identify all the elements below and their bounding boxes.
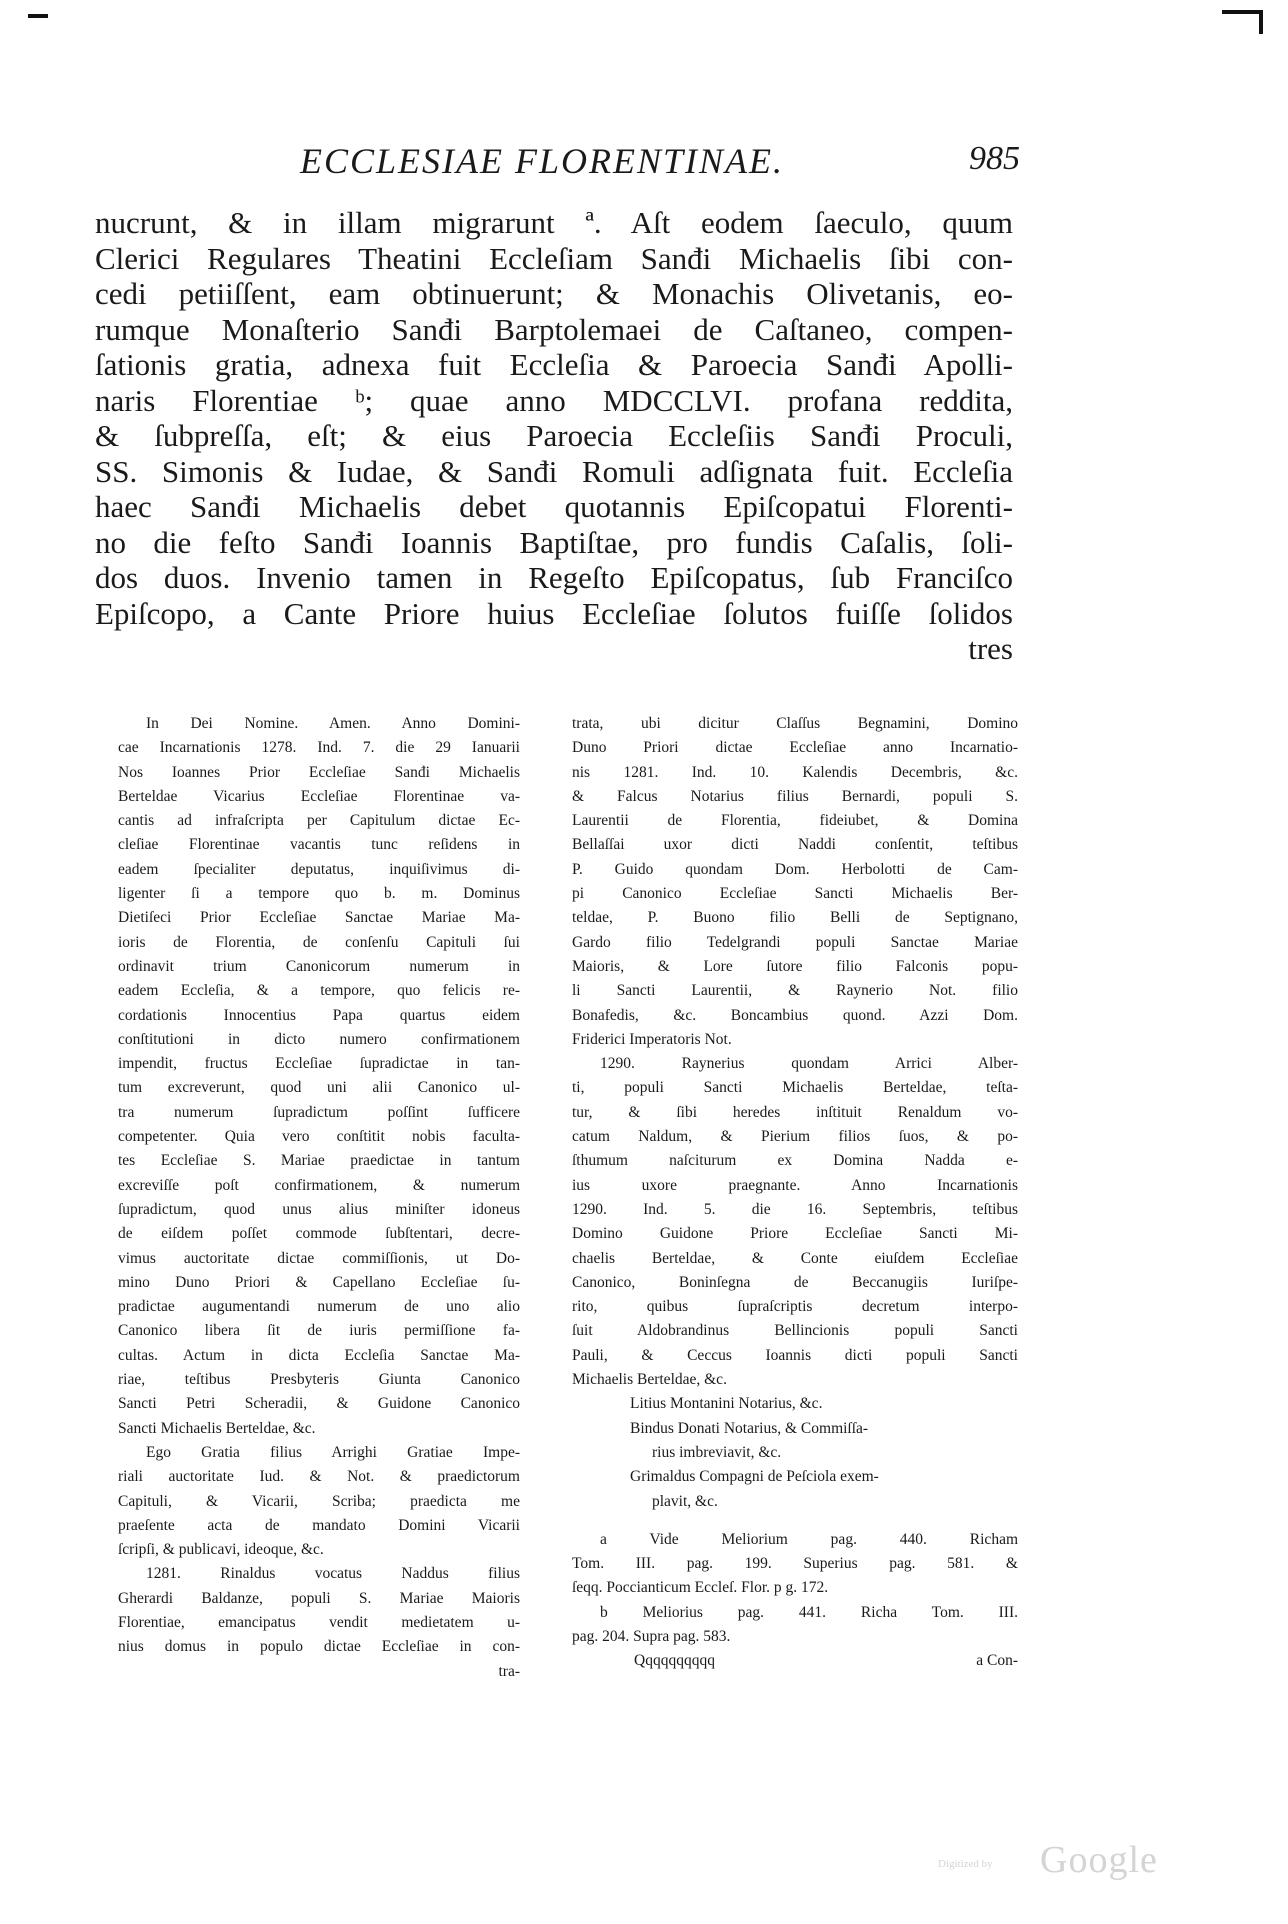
main-text-line: haec Sanđi Michaelis debet quotannis Epiſcopatui Florenti- bbox=[95, 489, 1013, 524]
document-line: Canonico, Boninſegna de Beccanugiis Iuriſpe- bbox=[572, 1273, 1018, 1291]
document-line: Michaelis Berteldae, &c. bbox=[572, 1371, 727, 1389]
document-line: ſcripſi, & publicavi, ideoque, &c. bbox=[118, 1541, 324, 1559]
document-line: cleſiae Florentinae vacantis tunc reſidens in bbox=[118, 836, 520, 854]
document-line: pradictae augumentandi numerum de uno alio bbox=[118, 1298, 520, 1316]
document-line: tur, & ſibi heredes inſtituit Renaldum vo- bbox=[572, 1103, 1018, 1121]
document-line: ligenter ſi a tempore quo b. m. Dominus bbox=[118, 885, 520, 903]
page-number: 985 bbox=[969, 140, 1020, 177]
document-line: cultas. Actum in dicta Eccleſia Sanctae Ma- bbox=[118, 1346, 520, 1364]
document-line: ordinavit trium Canonicorum numerum in bbox=[118, 957, 520, 975]
main-text-line: SS. Simonis & Iudae, & Sanđi Romuli adſignata fuit. Eccleſia bbox=[95, 453, 1013, 489]
scan-edge-mark-left bbox=[28, 14, 48, 18]
document-line: trata, ubi dicitur Claſſus Begnamini, Domino bbox=[572, 715, 1018, 732]
digitizer-watermark bbox=[938, 1838, 1198, 1888]
document-line: vimus auctoritate dictae commiſſionis, ut Do- bbox=[118, 1249, 520, 1267]
document-line: ſthumum naſciturum ex Domina Nadda e- bbox=[572, 1152, 1018, 1170]
page-catchword: a Con- bbox=[976, 1652, 1018, 1670]
scan-edge-mark-right-vertical bbox=[1259, 10, 1263, 34]
document-line: cordationis Innocentius Papa quartus eidem bbox=[118, 1006, 520, 1024]
main-text-line: & ſubpreſſa, eſt; & eius Paroecia Eccleſiis Sanđi Proculi, bbox=[95, 418, 1013, 453]
document-line: cantis ad infraſcripta per Capitulum dictae Ec- bbox=[118, 812, 520, 830]
running-head bbox=[300, 140, 1020, 190]
document-line: 1281. Rinaldus vocatus Naddus filius bbox=[146, 1565, 520, 1583]
main-text-line: naris Florentiae ᵇ; quae anno MDCCLVI. profana reddita, bbox=[95, 382, 1013, 418]
footnote-line: pag. 204. Supra pag. 583. bbox=[572, 1627, 731, 1645]
document-line: Domino Guidone Priore Eccleſiae Sancti Mi- bbox=[572, 1225, 1018, 1243]
notary-signature-line: Bindus Donati Notarius, & Commiſſa- bbox=[630, 1419, 869, 1437]
document-line: competenter. Quia vero conſtitit nobis faculta- bbox=[118, 1128, 520, 1146]
document-line: Dietiſeci Prior Eccleſiae Sanctae Mariae Ma- bbox=[118, 909, 520, 927]
main-text-catchword: tres bbox=[968, 631, 1013, 666]
document-line: 1290. Ind. 5. die 16. Septembris, teſtibus bbox=[572, 1200, 1018, 1218]
watermark-brand: Google bbox=[1040, 1839, 1158, 1881]
document-line: riae, teſtibus Presbyteris Giunta Canonico bbox=[118, 1371, 520, 1389]
document-line: & Falcus Notarius filius Bernardi, populi S. bbox=[572, 787, 1018, 805]
notary-signature-line: rius imbreviavit, &c. bbox=[652, 1443, 782, 1461]
document-line: Gherardi Baldanze, populi S. Mariae Maioris bbox=[118, 1589, 520, 1607]
main-text-line: no die feſto Sanđi Ioannis Baptiſtae, pro fundis Caſalis, ſoli- bbox=[95, 524, 1013, 560]
document-line: tum excreverunt, quod uni alii Canonico ul- bbox=[118, 1079, 520, 1097]
running-title: ECCLESIAE FLORENTINAE. bbox=[300, 141, 784, 181]
document-line: Pauli, & Ceccus Ioannis dicti populi Sancti bbox=[572, 1346, 1018, 1364]
document-line: riali auctoritate Iud. & Not. & praedictorum bbox=[118, 1468, 520, 1486]
document-line: Ego Gratia filius Arrighi Gratiae Impe- bbox=[146, 1443, 520, 1461]
document-line: nius domus in populo dictae Eccleſiae in con- bbox=[118, 1638, 520, 1656]
footnote-line: Tom. III. pag. 199. Superius pag. 581. & bbox=[572, 1555, 1018, 1573]
document-line: chaelis Berteldae, & Conte eiuſdem Eccleſiae bbox=[572, 1249, 1018, 1267]
document-line: de eiſdem poſſet commode ſubſtentari, decre- bbox=[118, 1225, 520, 1243]
document-line: mino Duno Priori & Capellano Eccleſiae ſu- bbox=[118, 1273, 520, 1291]
document-line: Duno Priori dictae Eccleſiae anno Incarnatio- bbox=[572, 739, 1018, 757]
document-line: Capituli, & Vicarii, Scriba; praedicta me bbox=[118, 1492, 520, 1510]
document-line: praeſente acta de mandato Domini Vicarii bbox=[118, 1516, 520, 1534]
document-line: ioris de Florentia, de conſenſu Capituli ſui bbox=[118, 933, 520, 951]
document-line: Canonico libera ſit de iuris permiſſione fa- bbox=[118, 1322, 520, 1340]
document-line: Laurentii de Florentia, fideiubet, & Domina bbox=[572, 812, 1018, 830]
document-line: Bonafedis, &c. Boncambius quond. Azzi Dom. bbox=[572, 1006, 1018, 1024]
document-line: eadem Eccleſia, & a tempore, quo felicis re- bbox=[118, 982, 520, 1000]
signature-row bbox=[572, 1649, 1018, 1673]
document-line: Nos Ioannes Prior Eccleſiae Sanđi Michaelis bbox=[118, 763, 520, 781]
document-line: excreviſſe poſt confirmationem, & numerum bbox=[118, 1176, 520, 1194]
document-line: impendit, fructus Eccleſiae ſupradictae in tan- bbox=[118, 1055, 520, 1073]
footnote-line: ſeqq. Poccianticum Eccleſ. Flor. p g. 172. bbox=[572, 1579, 829, 1597]
document-line: teldae, P. Buono filio Belli de Septignano, bbox=[572, 909, 1018, 927]
document-line: Florentiae, emancipatus vendit medietatem u- bbox=[118, 1613, 520, 1631]
document-line: ſupradictum, quod unus alius miniſter idoneus bbox=[118, 1200, 520, 1218]
main-text-line: dos duos. Invenio tamen in Regeſto Epiſcopatus, ſub Franciſco bbox=[95, 560, 1013, 595]
notary-signature-line: Litius Montanini Notarius, &c. bbox=[630, 1395, 823, 1413]
document-column-left bbox=[118, 712, 520, 1684]
document-line: eadem ſpecialiter deputatus, inquiſivimus di- bbox=[118, 860, 520, 878]
notary-signature-line: Grimaldus Compagni de Peſciola exem- bbox=[630, 1468, 879, 1486]
document-line: ti, populi Sancti Michaelis Berteldae, teſta- bbox=[572, 1079, 1018, 1097]
watermark-caption: Digitized by bbox=[938, 1858, 993, 1870]
column-catchword: tra- bbox=[498, 1662, 520, 1680]
document-line: Bellaſſai uxor dicti Naddi conſentit, teſtibus bbox=[572, 836, 1018, 854]
footnote-line: b Meliorius pag. 441. Richa Tom. III. bbox=[600, 1603, 1018, 1621]
document-line: pi Canonico Eccleſiae Sancti Michaelis Ber- bbox=[572, 885, 1018, 903]
document-line: Sancti Michaelis Berteldae, &c. bbox=[118, 1419, 316, 1437]
document-line: Berteldae Vicarius Eccleſiae Florentinae va- bbox=[118, 787, 520, 805]
main-text-line: Clerici Regulares Theatini Eccleſiam Sanđi Michaelis ſibi con- bbox=[95, 240, 1013, 276]
document-line: cae Incarnationis 1278. Ind. 7. die 29 Ianuarii bbox=[118, 739, 520, 757]
document-line: conſtitutioni in dicto numero confirmationem bbox=[118, 1030, 520, 1048]
footnotes bbox=[572, 1528, 1018, 1649]
scan-edge-mark-right bbox=[1222, 10, 1262, 14]
main-text-block bbox=[95, 205, 1013, 667]
document-line: catum Naldum, & Pierium filios ſuos, & po- bbox=[572, 1128, 1018, 1146]
main-text-line: ſationis gratia, adnexa fuit Eccleſia & Paroecia Sanđi Apolli- bbox=[95, 347, 1013, 382]
document-column-right bbox=[572, 712, 1018, 1674]
document-line: 1290. Raynerius quondam Arrici Alber- bbox=[600, 1055, 1018, 1073]
main-text-line: rumque Monaſterio Sanđi Barptolemaei de Caſtaneo, compen- bbox=[95, 311, 1013, 347]
gathering-signature-mark: Qqqqqqqqqq bbox=[634, 1652, 715, 1670]
document-line: Friderici Imperatoris Not. bbox=[572, 1030, 732, 1048]
document-line: P. Guido quondam Dom. Herbolotti de Cam- bbox=[572, 860, 1018, 878]
document-line: li Sancti Laurentii, & Raynerio Not. filio bbox=[572, 982, 1018, 1000]
document-line: Sancti Petri Scheradii, & Guidone Canonico bbox=[118, 1395, 520, 1413]
main-text-line: nucrunt, & in illam migrarunt ª. Aſt eodem ſaeculo, quum bbox=[95, 205, 1013, 240]
document-line: ius uxore praegnante. Anno Incarnationis bbox=[572, 1176, 1018, 1194]
document-line: Maioris, & Lore ſutore filio Falconis popu- bbox=[572, 957, 1018, 975]
document-line: ſuit Aldobrandinus Bellincionis populi Sancti bbox=[572, 1322, 1018, 1340]
main-text-line: cedi petiiſſent, eam obtinuerunt; & Monachis Olivetanis, eo- bbox=[95, 276, 1013, 311]
notary-signature-line: plavit, &c. bbox=[652, 1492, 718, 1510]
document-line: tra numerum ſupradictum poſſint ſufficere bbox=[118, 1103, 520, 1121]
document-line: tes Eccleſiae S. Mariae praedictae in tantum bbox=[118, 1152, 520, 1170]
document-line: In Dei Nomine. Amen. Anno Domini- bbox=[146, 715, 520, 732]
document-line: Gardo filio Tedelgrandi populi Sanctae Mariae bbox=[572, 933, 1018, 951]
document-line: rito, quibus ſupraſcriptis decretum interpo- bbox=[572, 1298, 1018, 1316]
footnote-line: a Vide Meliorium pag. 440. Richam bbox=[600, 1530, 1018, 1548]
document-line: nis 1281. Ind. 10. Kalendis Decembris, &c. bbox=[572, 763, 1018, 781]
main-text-line: Epiſcopo, a Cante Priore huius Eccleſiae ſolutos fuiſſe ſolidos bbox=[95, 595, 1013, 631]
